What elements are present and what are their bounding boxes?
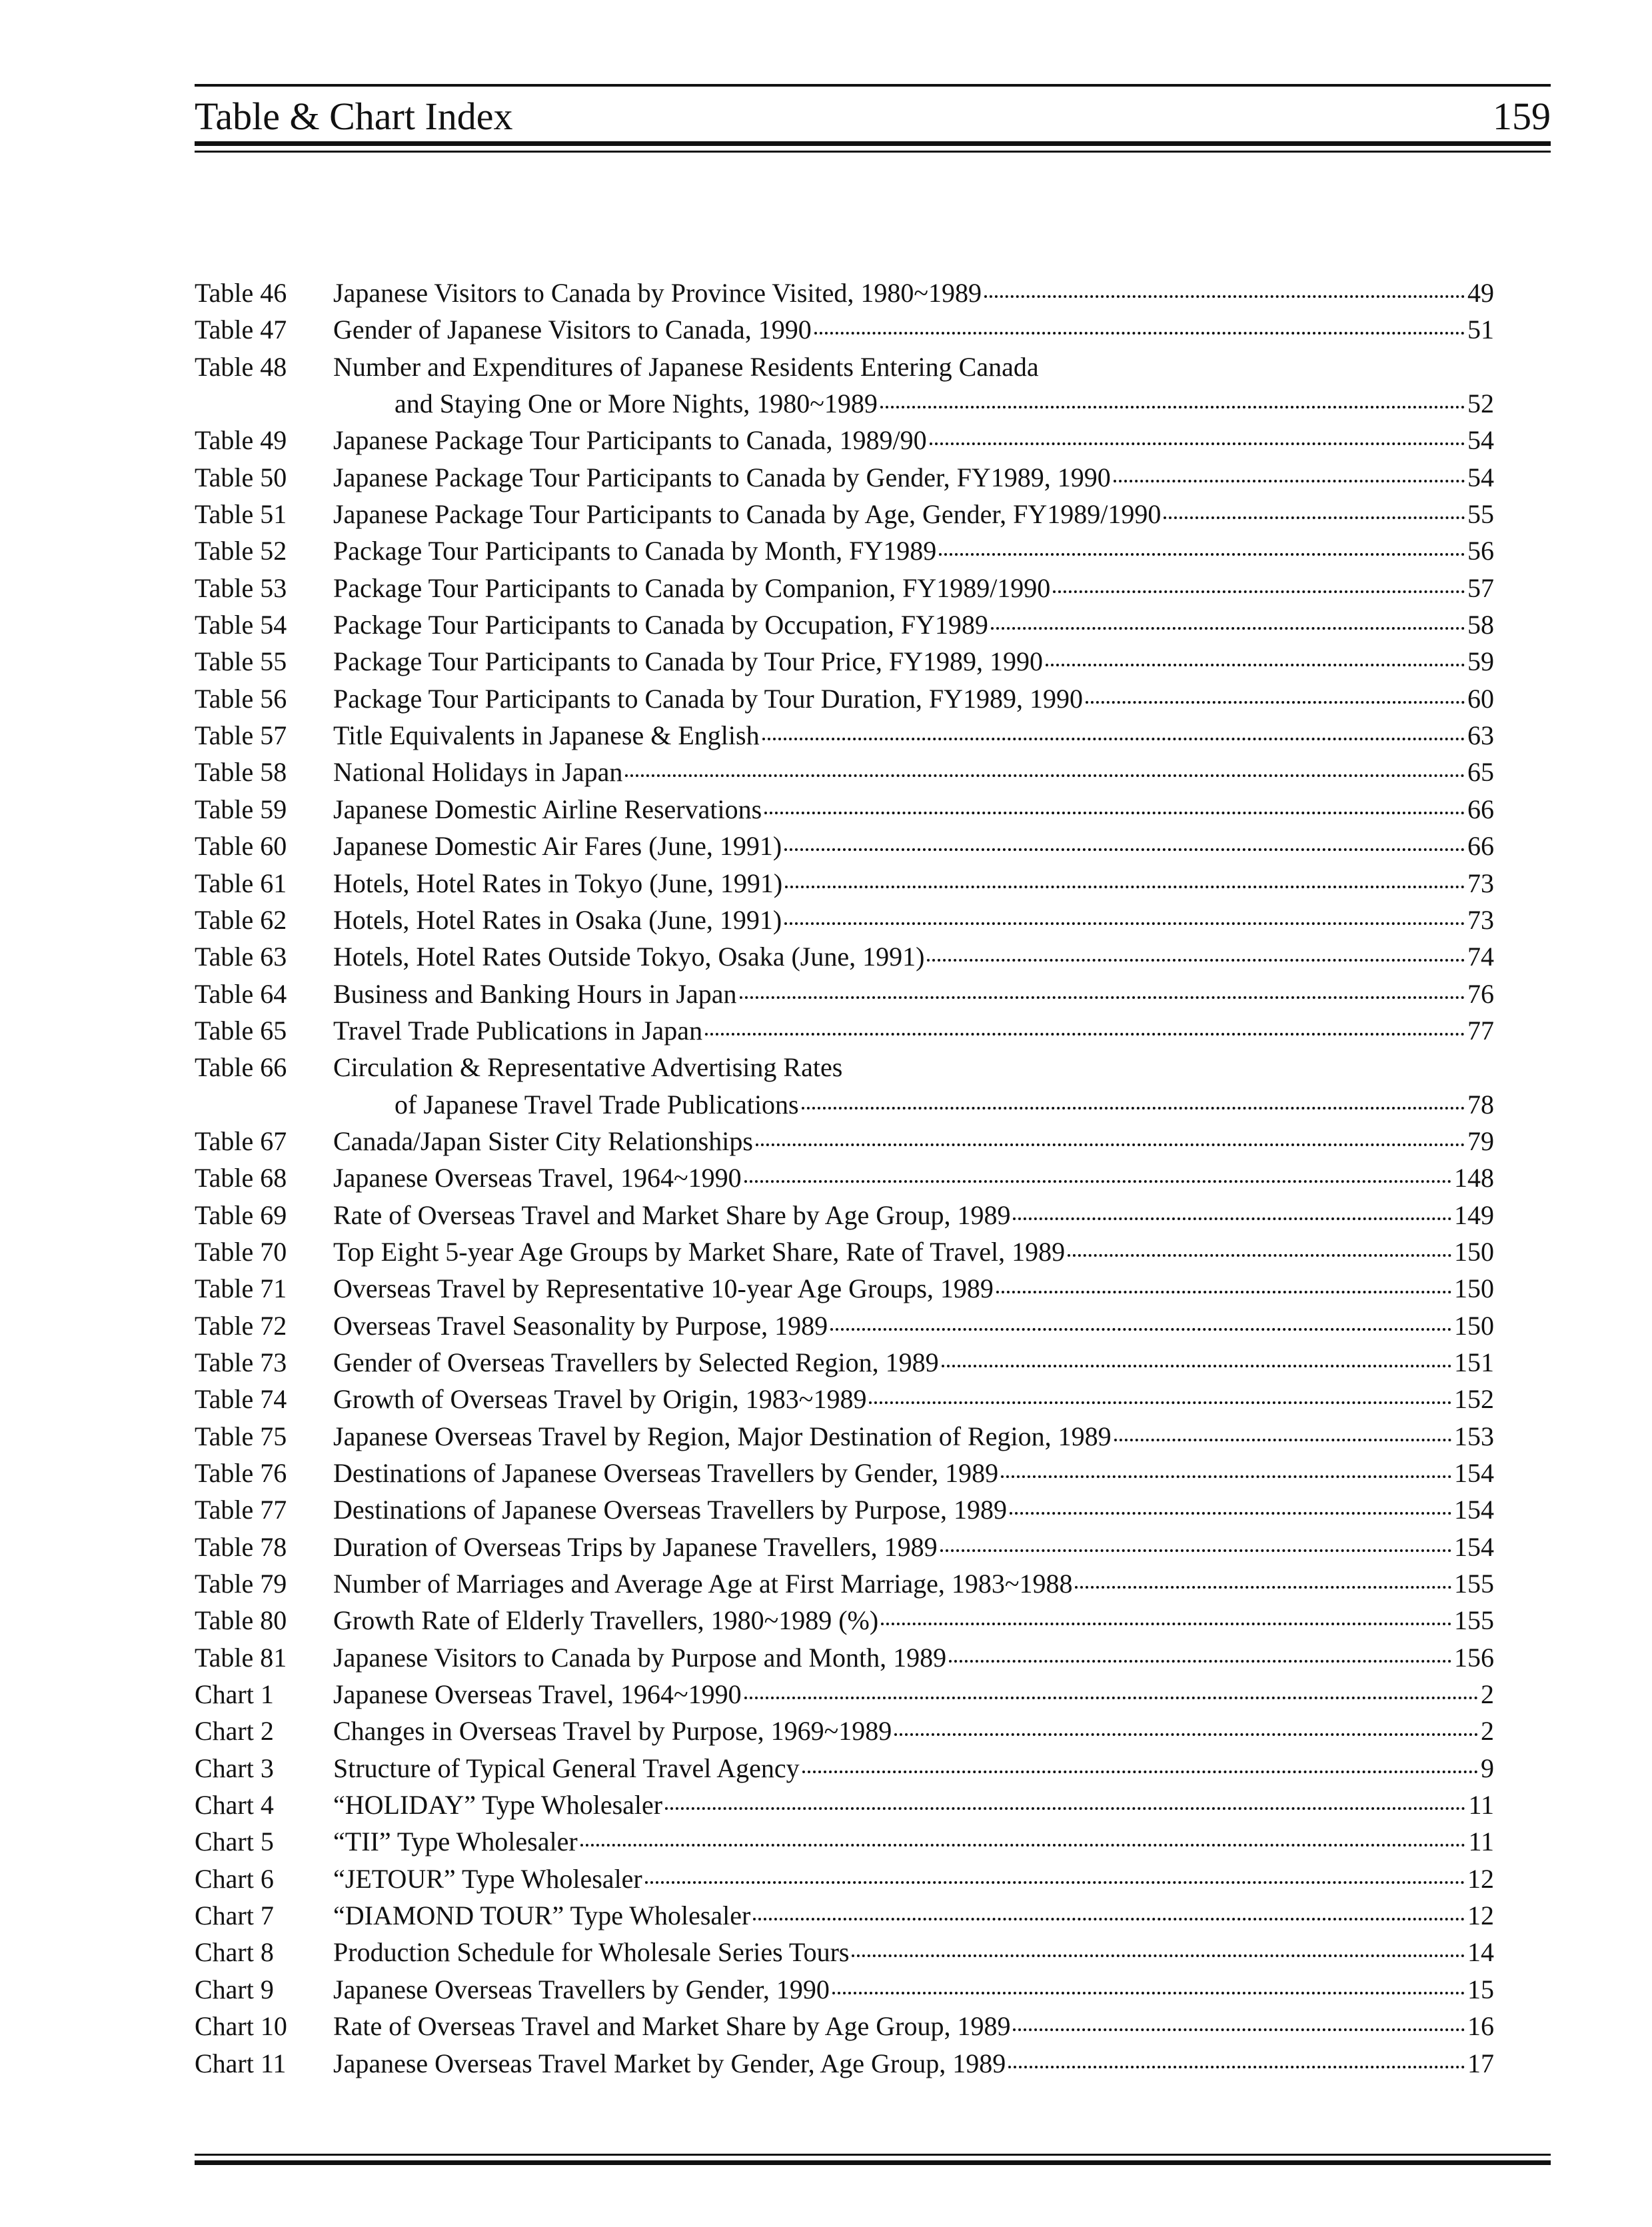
index-entry (195, 643, 1494, 680)
index-entry (195, 1750, 1494, 1787)
entry-line (333, 1713, 1494, 1749)
entry-label: Table 67 (195, 1125, 287, 1156)
index-entry (195, 1971, 1494, 2008)
dot-leader (1008, 2066, 1465, 2068)
entry-label: Table 49 (195, 425, 287, 456)
entry-page-number: 150 (1454, 1273, 1494, 1304)
entry-title: Changes in Overseas Travel by Purpose, 1969~1989 (333, 1716, 892, 1747)
entry-label: Table 52 (195, 536, 287, 566)
index-entry (195, 754, 1494, 790)
index-entry (195, 570, 1494, 606)
index-entry (195, 1529, 1494, 1565)
index-entry (195, 349, 1494, 385)
index-entry (195, 1197, 1494, 1233)
index-entry (195, 1565, 1494, 1602)
index-entry (195, 532, 1494, 569)
entry-label: Chart 2 (195, 1716, 274, 1747)
entry-page-number: 154 (1454, 1531, 1494, 1562)
entry-line (333, 311, 1494, 348)
entry-title: Package Tour Participants to Canada by Tour Duration, FY1989, 1990 (333, 683, 1083, 714)
entry-page-number: 57 (1467, 572, 1494, 603)
index-entry (195, 1270, 1494, 1307)
entry-page-number: 63 (1467, 720, 1494, 751)
index-entry (195, 1418, 1494, 1455)
entry-title: Japanese Overseas Travel, 1964~1990 (333, 1679, 742, 1710)
dot-leader (1010, 1512, 1451, 1515)
entry-page-number: 65 (1467, 757, 1494, 788)
entry-page-number: 73 (1467, 904, 1494, 935)
entry-label: Table 81 (195, 1642, 287, 1673)
entry-label: Table 80 (195, 1605, 287, 1636)
entry-label: Chart 5 (195, 1827, 274, 1857)
entry-title: Rate of Overseas Travel and Market Share by Age Group, 1989 (333, 2011, 1011, 2042)
entry-line (333, 496, 1494, 532)
dot-leader (880, 406, 1465, 408)
entry-title: Hotels, Hotel Rates in Osaka (June, 1991) (333, 904, 782, 935)
entry-label: Table 56 (195, 683, 287, 714)
entry-line (333, 828, 1494, 864)
entry-label: Table 65 (195, 1015, 287, 1046)
entry-title: Growth Rate of Elderly Travellers, 1980~1989 (%) (333, 1605, 879, 1636)
entry-title: Top Eight 5-year Age Groups by Market Share, Rate of Travel, 1989 (333, 1236, 1066, 1267)
entry-line (333, 2045, 1494, 2082)
index-entry (195, 1381, 1494, 1417)
entry-title: and Staying One or More Nights, 1980~1989 (395, 388, 878, 419)
entry-label: Table 57 (195, 720, 287, 751)
dot-leader (1086, 701, 1465, 704)
dot-leader (939, 553, 1465, 556)
entry-title: “HOLIDAY” Type Wholesaler (333, 1790, 663, 1821)
footer-rule-thin (195, 2154, 1551, 2156)
dot-leader (984, 295, 1465, 298)
index-entry (195, 902, 1494, 938)
entry-line (333, 1307, 1494, 1344)
entry-line (333, 459, 1494, 496)
entry-line (395, 385, 1494, 422)
dot-leader (785, 886, 1465, 888)
entry-title: Rate of Overseas Travel and Market Share by Age Group, 1989 (333, 1199, 1011, 1230)
entry-label: Table 62 (195, 904, 287, 935)
entry-page-number: 2 (1481, 1679, 1494, 1710)
entry-title: Business and Banking Hours in Japan (333, 978, 737, 1009)
dot-leader (942, 1365, 1451, 1367)
entry-page-number: 17 (1467, 2048, 1494, 2078)
index-entry (195, 1455, 1494, 1491)
entry-label: Table 79 (195, 1569, 287, 1599)
entry-label: Table 53 (195, 572, 287, 603)
index-entry (195, 311, 1494, 348)
page-title: Table & Chart Index (195, 95, 513, 138)
entry-title: Japanese Overseas Travel Market by Gender, Age Group, 1989 (333, 2048, 1006, 2078)
entry-line (333, 1123, 1494, 1159)
entry-label: Chart 8 (195, 1937, 274, 1968)
entry-line (333, 717, 1494, 754)
entry-line (333, 1344, 1494, 1381)
dot-leader (830, 1328, 1451, 1331)
entry-title: Title Equivalents in Japanese & English (333, 720, 760, 751)
entry-line (333, 1529, 1494, 1565)
entry-title: Hotels, Hotel Rates in Tokyo (June, 1991) (333, 868, 783, 898)
entry-title: Package Tour Participants to Canada by Companion, FY1989/1990 (333, 572, 1051, 603)
dot-leader (930, 442, 1465, 445)
dot-leader (740, 996, 1465, 999)
index-entry (195, 275, 1494, 311)
entry-page-number: 79 (1467, 1125, 1494, 1156)
entry-line (333, 754, 1494, 790)
dot-leader (802, 1107, 1465, 1110)
entry-label: Chart 10 (195, 2011, 287, 2042)
index-entry (195, 1860, 1494, 1897)
entry-label: Table 50 (195, 462, 287, 492)
index-entry (195, 422, 1494, 458)
entry-label: Table 66 (195, 1052, 287, 1083)
header-bottom-rule-thick (195, 141, 1551, 146)
entry-line (333, 680, 1494, 717)
entry-line (333, 1897, 1494, 1934)
entry-page-number: 51 (1467, 315, 1494, 345)
dot-leader (881, 1623, 1451, 1625)
entry-page-number: 15 (1467, 1974, 1494, 2004)
dot-leader (940, 1549, 1451, 1552)
entry-page-number: 49 (1467, 278, 1494, 308)
dot-leader (1114, 1439, 1451, 1441)
entry-line (333, 1381, 1494, 1417)
entry-title: Japanese Visitors to Canada by Province Visited, 1980~1989 (333, 278, 982, 308)
entry-page-number: 155 (1454, 1569, 1494, 1599)
entry-line (333, 1049, 1494, 1086)
header-top-rule (195, 84, 1551, 87)
index-entry (195, 1012, 1494, 1049)
index-entry (195, 1159, 1494, 1196)
entry-title: Travel Trade Publications in Japan (333, 1015, 703, 1046)
entry-page-number: 154 (1454, 1458, 1494, 1488)
index-entry (195, 1787, 1494, 1823)
index-entry (195, 2045, 1494, 2082)
entry-line (333, 422, 1494, 458)
entry-title: Japanese Overseas Travel by Region, Major Destination of Region, 1989 (333, 1421, 1112, 1451)
entry-line (333, 1270, 1494, 1307)
entry-title: Structure of Typical General Travel Agency (333, 1753, 800, 1783)
entry-page-number: 78 (1467, 1089, 1494, 1119)
entry-line (333, 791, 1494, 828)
entry-page-number: 152 (1454, 1384, 1494, 1415)
entry-label: Table 61 (195, 868, 287, 898)
entry-label: Table 76 (195, 1458, 287, 1488)
entry-label: Chart 4 (195, 1790, 274, 1821)
entry-title: Japanese Package Tour Participants to Canada by Gender, FY1989, 1990 (333, 462, 1111, 492)
entry-page-number: 55 (1467, 499, 1494, 530)
entry-title: Japanese Overseas Travellers by Gender, 1990 (333, 1974, 830, 2004)
entry-title: Japanese Overseas Travel, 1964~1990 (333, 1163, 742, 1193)
entry-title: Destinations of Japanese Overseas Travellers by Gender, 1989 (333, 1458, 999, 1488)
entry-line (333, 1934, 1494, 1970)
index-entry (195, 1086, 1494, 1123)
dot-leader (580, 1844, 1466, 1847)
entry-line (333, 1565, 1494, 1602)
entry-label: Table 63 (195, 942, 287, 972)
entry-line (333, 349, 1494, 385)
entry-page-number: 11 (1468, 1827, 1494, 1857)
entry-label: Table 78 (195, 1531, 287, 1562)
dot-leader (762, 738, 1465, 740)
entry-title: Canada/Japan Sister City Relationships (333, 1125, 753, 1156)
entry-title: National Holidays in Japan (333, 757, 623, 788)
entry-label: Table 48 (195, 351, 287, 382)
entry-page-number: 54 (1467, 425, 1494, 456)
index-entry (195, 1307, 1494, 1344)
dot-leader (1068, 1254, 1451, 1257)
dot-leader (996, 1291, 1451, 1293)
entry-line (333, 865, 1494, 902)
entry-page-number: 150 (1454, 1236, 1494, 1267)
index-entry (195, 1491, 1494, 1528)
entry-line (333, 2008, 1494, 2044)
entry-title: Hotels, Hotel Rates Outside Tokyo, Osaka (June, 1991) (333, 942, 925, 972)
dot-leader (1053, 590, 1465, 593)
entry-label: Table 54 (195, 610, 287, 640)
entry-label: Chart 3 (195, 1753, 274, 1783)
entry-title: Japanese Visitors to Canada by Purpose and Month, 1989 (333, 1642, 947, 1673)
entry-line (333, 1197, 1494, 1233)
entry-page-number: 16 (1467, 2011, 1494, 2042)
index-entry (195, 1123, 1494, 1159)
entry-page-number: 52 (1467, 388, 1494, 419)
dot-leader (1013, 1217, 1451, 1220)
entry-page-number: 155 (1454, 1605, 1494, 1636)
index-entry (195, 496, 1494, 532)
entry-title: Package Tour Participants to Canada by Month, FY1989 (333, 536, 937, 566)
entry-page-number: 66 (1467, 794, 1494, 824)
index-entry (195, 1934, 1494, 1970)
entry-title: Number and Expenditures of Japanese Residents Entering Canada (333, 351, 1039, 382)
index-entry (195, 1639, 1494, 1676)
dot-leader (665, 1807, 1465, 1810)
index-entry (195, 717, 1494, 754)
index-entry (195, 791, 1494, 828)
entry-page-number: 58 (1467, 610, 1494, 640)
dot-leader (927, 959, 1465, 962)
entry-label: Table 72 (195, 1310, 287, 1341)
index-entry (195, 828, 1494, 864)
entry-page-number: 54 (1467, 462, 1494, 492)
entry-title: of Japanese Travel Trade Publications (395, 1089, 799, 1119)
entry-page-number: 154 (1454, 1495, 1494, 1525)
dot-leader (744, 1697, 1478, 1699)
entry-line (333, 938, 1494, 975)
dot-leader (869, 1401, 1451, 1404)
dot-leader (894, 1733, 1478, 1736)
entry-page-number: 149 (1454, 1199, 1494, 1230)
dot-leader (1046, 664, 1465, 666)
entry-label: Table 73 (195, 1347, 287, 1377)
index-entry (195, 1823, 1494, 1860)
entry-title: Japanese Domestic Air Fares (June, 1991) (333, 831, 782, 862)
entry-title: Gender of Overseas Travellers by Selected Region, 1989 (333, 1347, 939, 1377)
entry-title: Growth of Overseas Travel by Origin, 1983~1989 (333, 1384, 867, 1415)
entry-label: Table 77 (195, 1495, 287, 1525)
entry-line (333, 902, 1494, 938)
entry-line (333, 1491, 1494, 1528)
index-entry (195, 1049, 1494, 1086)
entry-label: Chart 6 (195, 1863, 274, 1894)
entry-page-number: 156 (1454, 1642, 1494, 1673)
entry-title: Overseas Travel by Representative 10-year Age Groups, 1989 (333, 1273, 994, 1304)
entry-page-number: 12 (1467, 1900, 1494, 1931)
entry-line (395, 1086, 1494, 1123)
dot-leader (1001, 1475, 1451, 1478)
entry-title: Overseas Travel Seasonality by Purpose, 1989 (333, 1310, 828, 1341)
entry-page-number: 60 (1467, 683, 1494, 714)
entry-label: Chart 7 (195, 1900, 274, 1931)
entry-page-number: 56 (1467, 536, 1494, 566)
dot-leader (784, 922, 1465, 925)
entry-label: Table 47 (195, 315, 287, 345)
entry-title: Japanese Package Tour Participants to Canada, 1989/90 (333, 425, 927, 456)
dot-leader (802, 1771, 1478, 1773)
dot-leader (764, 812, 1465, 814)
entry-page-number: 14 (1467, 1937, 1494, 1968)
entry-label: Table 51 (195, 499, 287, 530)
entry-title: Gender of Japanese Visitors to Canada, 1990 (333, 315, 812, 345)
index-entry (195, 606, 1494, 643)
entry-line (333, 1971, 1494, 2008)
dot-leader (852, 1954, 1465, 1957)
dot-leader (784, 848, 1465, 851)
entry-line (333, 1639, 1494, 1676)
entry-label: Table 59 (195, 794, 287, 824)
entry-page-number: 9 (1481, 1753, 1494, 1783)
index-entry (195, 385, 1494, 422)
entry-page-number: 150 (1454, 1310, 1494, 1341)
index-entry (195, 1233, 1494, 1270)
index-entry (195, 2008, 1494, 2044)
entry-title: Production Schedule for Wholesale Series Tours (333, 1937, 850, 1968)
entry-title: “DIAMOND TOUR” Type Wholesaler (333, 1900, 751, 1931)
entry-line (333, 1823, 1494, 1860)
entry-line (333, 1860, 1494, 1897)
index-entry (195, 459, 1494, 496)
header-bottom-rule-thin (195, 151, 1551, 153)
entry-page-number: 59 (1467, 646, 1494, 677)
entry-line (333, 275, 1494, 311)
entry-line (333, 1602, 1494, 1639)
index-entry (195, 680, 1494, 717)
index-entry (195, 976, 1494, 1012)
entry-page-number: 74 (1467, 942, 1494, 972)
dot-leader (625, 774, 1465, 777)
index-entry (195, 1344, 1494, 1381)
dot-leader (814, 332, 1465, 335)
entry-label: Table 46 (195, 278, 287, 308)
entry-page-number: 76 (1467, 978, 1494, 1009)
entry-page-number: 148 (1454, 1163, 1494, 1193)
entry-title: Circulation & Representative Advertising Rates (333, 1052, 843, 1083)
index-entry (195, 1602, 1494, 1639)
index-entry (195, 1897, 1494, 1934)
entry-page-number: 11 (1468, 1790, 1494, 1821)
entry-label: Chart 9 (195, 1974, 274, 2004)
entry-title: Package Tour Participants to Canada by Occupation, FY1989 (333, 610, 988, 640)
entry-line (333, 1750, 1494, 1787)
dot-leader (991, 627, 1465, 630)
entry-title: Destinations of Japanese Overseas Travellers by Purpose, 1989 (333, 1495, 1007, 1525)
dot-leader (705, 1033, 1465, 1036)
entry-label: Chart 11 (195, 2048, 287, 2078)
dot-leader (753, 1918, 1465, 1920)
entry-title: “JETOUR” Type Wholesaler (333, 1863, 642, 1894)
index-entry (195, 865, 1494, 902)
entry-page-number: 73 (1467, 868, 1494, 898)
entry-line (333, 532, 1494, 569)
entry-line (333, 643, 1494, 680)
entry-label: Table 68 (195, 1163, 287, 1193)
entry-title: Duration of Overseas Trips by Japanese Travellers, 1989 (333, 1531, 938, 1562)
entry-label: Table 74 (195, 1384, 287, 1415)
entry-page-number: 77 (1467, 1015, 1494, 1046)
entry-title: “TII” Type Wholesaler (333, 1827, 578, 1857)
footer-rule-thick (195, 2160, 1551, 2165)
dot-leader (1114, 480, 1465, 482)
entry-page-number: 2 (1481, 1716, 1494, 1747)
entry-title: Japanese Domestic Airline Reservations (333, 794, 762, 824)
entry-label: Table 64 (195, 978, 287, 1009)
dot-leader (1013, 2028, 1465, 2031)
entry-title: Number of Marriages and Average Age at First Marriage, 1983~1988 (333, 1569, 1073, 1599)
entry-label: Chart 1 (195, 1679, 274, 1710)
index-list (195, 275, 1494, 2082)
entry-label: Table 70 (195, 1236, 287, 1267)
entry-line (333, 1418, 1494, 1455)
dot-leader (1075, 1586, 1451, 1589)
index-entry (195, 1713, 1494, 1749)
entry-label: Table 69 (195, 1199, 287, 1230)
entry-line (333, 1012, 1494, 1049)
entry-label: Table 71 (195, 1273, 287, 1304)
dot-leader (1164, 516, 1465, 519)
page-number: 159 (1493, 95, 1551, 138)
entry-line (333, 1233, 1494, 1270)
entry-label: Table 60 (195, 831, 287, 862)
entry-line (333, 1787, 1494, 1823)
entry-title: Japanese Package Tour Participants to Canada by Age, Gender, FY1989/1990 (333, 499, 1162, 530)
entry-label: Table 58 (195, 757, 287, 788)
entry-line (333, 1455, 1494, 1491)
entry-line (333, 1676, 1494, 1713)
dot-leader (744, 1180, 1451, 1183)
entry-line (333, 976, 1494, 1012)
entry-label: Table 55 (195, 646, 287, 677)
index-entry (195, 1676, 1494, 1713)
entry-line (333, 606, 1494, 643)
entry-label: Table 75 (195, 1421, 287, 1451)
dot-leader (645, 1881, 1465, 1884)
entry-line (333, 1159, 1494, 1196)
entry-page-number: 153 (1454, 1421, 1494, 1451)
entry-title: Package Tour Participants to Canada by Tour Price, FY1989, 1990 (333, 646, 1043, 677)
dot-leader (949, 1660, 1451, 1663)
dot-leader (756, 1143, 1465, 1146)
entry-page-number: 12 (1467, 1863, 1494, 1894)
index-entry (195, 938, 1494, 975)
entry-page-number: 66 (1467, 831, 1494, 862)
entry-page-number: 151 (1454, 1347, 1494, 1377)
dot-leader (832, 1992, 1465, 1994)
entry-line (333, 570, 1494, 606)
